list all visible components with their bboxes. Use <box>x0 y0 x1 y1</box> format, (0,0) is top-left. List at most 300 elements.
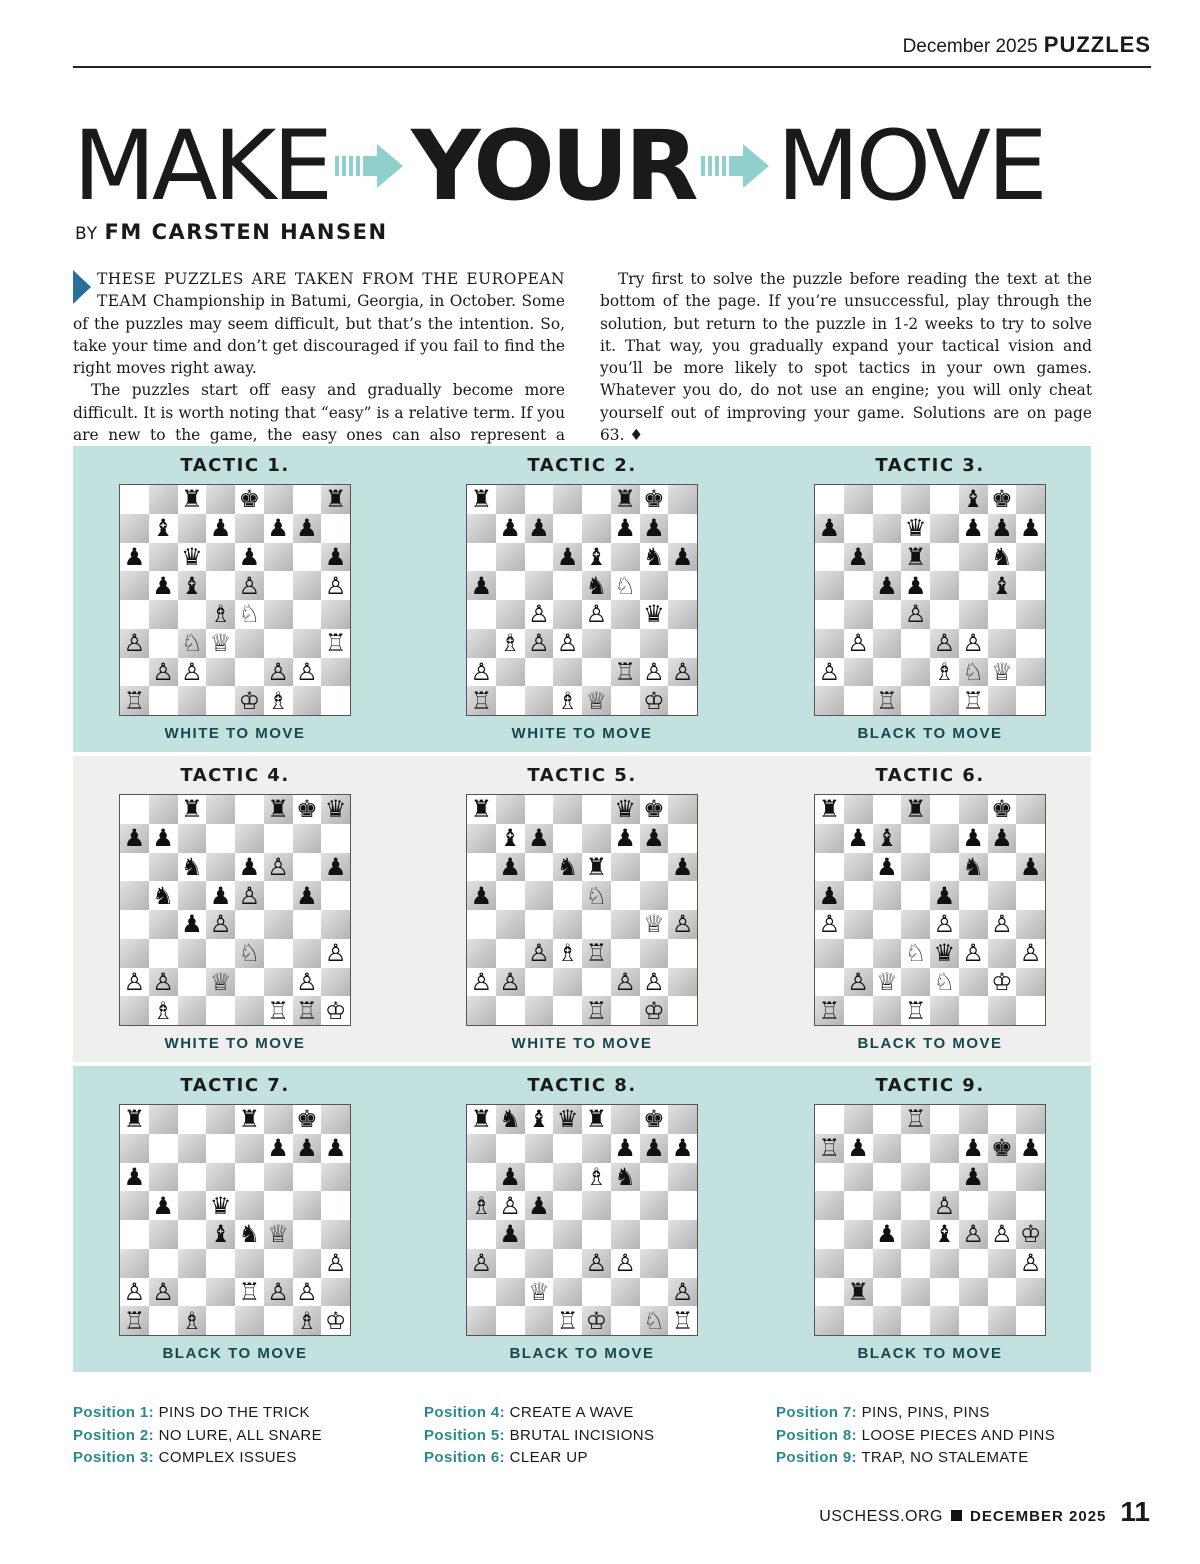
board-square <box>235 1134 264 1163</box>
board-square <box>640 939 669 968</box>
board-square <box>206 571 235 600</box>
board-square <box>668 1220 697 1249</box>
board-square <box>206 543 235 572</box>
black-bishop-icon: ♝ <box>930 1220 959 1249</box>
hint-text: BRUTAL INCISIONS <box>505 1426 655 1444</box>
board-square <box>1016 1191 1045 1220</box>
board-square <box>525 881 554 910</box>
white-rook-icon: ♖ <box>553 1306 582 1335</box>
board-square <box>120 939 149 968</box>
board-square <box>640 1220 669 1249</box>
board-square <box>988 881 1017 910</box>
board-square <box>988 1278 1017 1307</box>
board-square <box>611 1220 640 1249</box>
to-move-label: BLACK TO MOVE <box>857 1345 1003 1362</box>
board-square <box>206 795 235 824</box>
board-square <box>844 795 873 824</box>
board-square <box>815 543 844 572</box>
board-square <box>235 1191 264 1220</box>
puzzle-title: TACTIC 3. <box>875 455 985 476</box>
board-square <box>235 996 264 1025</box>
hint-text: LOOSE PIECES AND PINS <box>857 1426 1056 1444</box>
board-square <box>496 686 525 715</box>
board-square <box>293 600 322 629</box>
black-pawn-icon: ♟ <box>988 824 1017 853</box>
board-square <box>959 1278 988 1307</box>
white-rook-icon: ♖ <box>815 996 844 1025</box>
board-square <box>901 910 930 939</box>
board-square <box>178 1278 207 1307</box>
black-rook-icon: ♜ <box>901 543 930 572</box>
white-rook-icon: ♖ <box>235 1278 264 1307</box>
board-square <box>235 910 264 939</box>
black-knight-icon: ♞ <box>235 1220 264 1249</box>
black-pawn-icon: ♟ <box>611 514 640 543</box>
board-square <box>988 1191 1017 1220</box>
hint-item <box>73 1402 322 1425</box>
black-pawn-icon: ♟ <box>668 1134 697 1163</box>
board-square <box>206 485 235 514</box>
chess-board <box>466 1104 698 1336</box>
triangle-marker-icon <box>73 270 91 304</box>
board-square <box>930 1163 959 1192</box>
board-square <box>149 1249 178 1278</box>
board-square <box>264 1105 293 1134</box>
board-square <box>235 1249 264 1278</box>
page-footer <box>819 1496 1150 1528</box>
board-square <box>611 600 640 629</box>
black-pawn-icon: ♟ <box>264 1134 293 1163</box>
board-square <box>901 658 930 687</box>
board-square <box>668 1191 697 1220</box>
board-square <box>668 571 697 600</box>
white-pawn-icon: ♙ <box>525 629 554 658</box>
board-square <box>873 881 902 910</box>
white-pawn-icon: ♙ <box>640 968 669 997</box>
page-number: 11 <box>1120 1496 1150 1527</box>
board-square <box>988 939 1017 968</box>
white-queen-icon: ♕ <box>582 686 611 715</box>
board-square <box>668 600 697 629</box>
hint-item <box>424 1425 654 1448</box>
board-square <box>844 658 873 687</box>
board-square <box>582 795 611 824</box>
board-square <box>264 824 293 853</box>
board-square <box>815 629 844 658</box>
board-square <box>873 629 902 658</box>
board-square <box>582 629 611 658</box>
board-square <box>178 1249 207 1278</box>
white-king-icon: ♔ <box>640 996 669 1025</box>
board-square <box>321 1278 350 1307</box>
black-pawn-icon: ♟ <box>149 824 178 853</box>
board-square <box>815 1306 844 1335</box>
black-pawn-icon: ♟ <box>553 543 582 572</box>
board-square <box>525 1306 554 1335</box>
board-square <box>235 514 264 543</box>
black-pawn-icon: ♟ <box>1016 514 1045 543</box>
puzzle-card-9 <box>814 1066 1046 1362</box>
black-pawn-icon: ♟ <box>844 824 873 853</box>
byline <box>75 220 388 244</box>
intro-column-right <box>600 268 1092 446</box>
puzzle-card-8 <box>466 1066 698 1362</box>
black-pawn-icon: ♟ <box>873 853 902 882</box>
puzzle-card-4 <box>119 756 351 1052</box>
board-square <box>293 824 322 853</box>
white-queen-icon: ♕ <box>264 1220 293 1249</box>
board-square <box>293 543 322 572</box>
board-square <box>264 571 293 600</box>
board-square <box>901 1249 930 1278</box>
board-square <box>553 881 582 910</box>
board-square <box>321 1220 350 1249</box>
board-square <box>844 1220 873 1249</box>
board-square <box>988 996 1017 1025</box>
board-square <box>1016 968 1045 997</box>
hint-label: Position 4: <box>424 1404 506 1421</box>
board-square <box>1016 1306 1045 1335</box>
board-square <box>264 881 293 910</box>
white-rook-icon: ♖ <box>467 686 496 715</box>
black-queen-icon: ♛ <box>611 795 640 824</box>
board-square <box>149 1105 178 1134</box>
board-square <box>321 1191 350 1220</box>
board-square <box>611 1191 640 1220</box>
board-square <box>467 853 496 882</box>
white-pawn-icon: ♙ <box>668 658 697 687</box>
board-square <box>553 795 582 824</box>
black-rook-icon: ♜ <box>467 485 496 514</box>
chess-board <box>119 1104 351 1336</box>
board-square <box>582 968 611 997</box>
white-bishop-icon: ♗ <box>264 686 293 715</box>
black-pawn-icon: ♟ <box>873 1220 902 1249</box>
board-square <box>611 1105 640 1134</box>
board-square <box>901 686 930 715</box>
board-square <box>293 853 322 882</box>
board-square <box>467 1163 496 1192</box>
black-knight-icon: ♞ <box>959 853 988 882</box>
black-pawn-icon: ♟ <box>815 514 844 543</box>
white-queen-icon: ♕ <box>988 658 1017 687</box>
to-move-label: WHITE TO MOVE <box>164 725 306 742</box>
board-square <box>525 1163 554 1192</box>
intro-p1-text: Championship in Batumi, Georgia, in October. Some of the puzzles may seem difficult, but that’s the intention. So, take your time and don’t get discouraged if you fail to find the right moves right away. <box>73 292 565 378</box>
board-square <box>668 939 697 968</box>
board-square <box>815 968 844 997</box>
black-king-icon: ♚ <box>640 1105 669 1134</box>
white-pawn-icon: ♙ <box>293 658 322 687</box>
black-bishop-icon: ♝ <box>873 824 902 853</box>
white-rook-icon: ♖ <box>959 686 988 715</box>
board-square <box>959 1249 988 1278</box>
white-pawn-icon: ♙ <box>582 1249 611 1278</box>
black-pawn-icon: ♟ <box>120 824 149 853</box>
board-square <box>668 629 697 658</box>
black-king-icon: ♚ <box>293 795 322 824</box>
board-square <box>120 1249 149 1278</box>
board-square <box>959 996 988 1025</box>
board-square <box>611 629 640 658</box>
board-square <box>525 543 554 572</box>
hint-text: COMPLEX ISSUES <box>154 1449 297 1466</box>
board-square <box>496 1249 525 1278</box>
puzzle-card-3 <box>814 446 1046 742</box>
white-king-icon: ♔ <box>1016 1220 1045 1249</box>
black-pawn-icon: ♟ <box>1016 1134 1045 1163</box>
white-pawn-icon: ♙ <box>496 1191 525 1220</box>
hint-label: Position 2: <box>73 1426 155 1444</box>
intro-paragraph-1 <box>73 268 565 379</box>
board-square <box>553 571 582 600</box>
board-square <box>1016 881 1045 910</box>
board-square <box>873 1134 902 1163</box>
white-rook-icon: ♖ <box>815 1134 844 1163</box>
board-square <box>901 1306 930 1335</box>
black-pawn-icon: ♟ <box>525 1191 554 1220</box>
board-square <box>988 1306 1017 1335</box>
board-square <box>206 824 235 853</box>
board-square <box>640 881 669 910</box>
board-square <box>206 658 235 687</box>
white-rook-icon: ♖ <box>264 996 293 1025</box>
board-square <box>1016 658 1045 687</box>
white-rook-icon: ♖ <box>321 629 350 658</box>
board-square <box>178 1191 207 1220</box>
black-rook-icon: ♜ <box>582 853 611 882</box>
board-square <box>178 968 207 997</box>
white-pawn-icon: ♙ <box>321 571 350 600</box>
board-square <box>293 939 322 968</box>
white-rook-icon: ♖ <box>873 686 902 715</box>
board-square <box>901 968 930 997</box>
black-rook-icon: ♜ <box>120 1105 149 1134</box>
title-word-make: MAKE <box>73 110 330 222</box>
board-square <box>873 996 902 1025</box>
white-bishop-icon: ♗ <box>582 1163 611 1192</box>
board-square <box>844 571 873 600</box>
black-knight-icon: ♞ <box>553 853 582 882</box>
board-square <box>611 853 640 882</box>
board-square <box>120 910 149 939</box>
arrow-right-icon <box>701 141 771 191</box>
black-bishop-icon: ♝ <box>988 571 1017 600</box>
board-square <box>120 1220 149 1249</box>
hint-item <box>424 1447 654 1470</box>
board-square <box>120 853 149 882</box>
board-square <box>930 1306 959 1335</box>
board-square <box>293 1191 322 1220</box>
header-date: December 2025 <box>902 36 1038 57</box>
board-square <box>959 543 988 572</box>
hint-label: Position 3: <box>73 1449 155 1466</box>
board-square <box>1016 1163 1045 1192</box>
board-square <box>873 658 902 687</box>
header-section: PUZZLES <box>1043 32 1151 57</box>
board-square <box>293 910 322 939</box>
board-square <box>496 571 525 600</box>
board-square <box>178 996 207 1025</box>
black-bishop-icon: ♝ <box>525 1105 554 1134</box>
white-pawn-icon: ♙ <box>149 1278 178 1307</box>
board-square <box>815 1220 844 1249</box>
board-square <box>844 686 873 715</box>
white-pawn-icon: ♙ <box>467 968 496 997</box>
board-square <box>525 910 554 939</box>
board-square <box>844 1191 873 1220</box>
black-pawn-icon: ♟ <box>120 1163 149 1192</box>
board-square <box>873 1306 902 1335</box>
to-move-label: BLACK TO MOVE <box>162 1345 308 1362</box>
white-rook-icon: ♖ <box>120 686 149 715</box>
board-square <box>525 968 554 997</box>
black-bishop-icon: ♝ <box>959 485 988 514</box>
board-square <box>901 1163 930 1192</box>
white-pawn-icon: ♙ <box>206 910 235 939</box>
board-square <box>611 686 640 715</box>
board-square <box>206 1278 235 1307</box>
board-square <box>149 795 178 824</box>
black-knight-icon: ♞ <box>611 1163 640 1192</box>
black-king-icon: ♚ <box>293 1105 322 1134</box>
white-pawn-icon: ♙ <box>844 629 873 658</box>
board-square <box>321 824 350 853</box>
black-queen-icon: ♛ <box>930 939 959 968</box>
board-square <box>525 1220 554 1249</box>
board-square <box>293 686 322 715</box>
white-bishop-icon: ♗ <box>149 996 178 1025</box>
board-square <box>611 939 640 968</box>
board-square <box>321 910 350 939</box>
hint-label: Position 1: <box>73 1404 155 1421</box>
board-square <box>149 543 178 572</box>
board-square <box>206 686 235 715</box>
black-queen-icon: ♛ <box>640 600 669 629</box>
board-square <box>206 1249 235 1278</box>
board-square <box>1016 686 1045 715</box>
board-square <box>264 910 293 939</box>
board-square <box>178 824 207 853</box>
board-square <box>1016 600 1045 629</box>
square-bullet-icon <box>951 1510 962 1521</box>
board-square <box>611 1278 640 1307</box>
white-knight-icon: ♘ <box>582 881 611 910</box>
white-pawn-icon: ♙ <box>901 600 930 629</box>
black-pawn-icon: ♟ <box>901 571 930 600</box>
board-square <box>640 1249 669 1278</box>
board-square <box>930 543 959 572</box>
black-pawn-icon: ♟ <box>149 571 178 600</box>
board-square <box>582 824 611 853</box>
board-square <box>553 1220 582 1249</box>
board-square <box>930 996 959 1025</box>
board-square <box>264 1249 293 1278</box>
white-knight-icon: ♘ <box>901 939 930 968</box>
board-square <box>321 600 350 629</box>
white-pawn-icon: ♙ <box>988 910 1017 939</box>
board-square <box>496 881 525 910</box>
board-square <box>264 1306 293 1335</box>
board-square <box>815 600 844 629</box>
black-pawn-icon: ♟ <box>293 1134 322 1163</box>
board-square <box>668 824 697 853</box>
board-square <box>553 600 582 629</box>
header-right <box>903 32 1151 58</box>
puzzle-title: TACTIC 8. <box>527 1075 637 1096</box>
puzzle-row-3 <box>73 1066 1091 1372</box>
white-king-icon: ♔ <box>582 1306 611 1335</box>
board-square <box>178 600 207 629</box>
board-square <box>873 1105 902 1134</box>
board-square <box>640 629 669 658</box>
black-rook-icon: ♜ <box>235 1105 264 1134</box>
board-square <box>844 1249 873 1278</box>
board-square <box>640 853 669 882</box>
board-square <box>668 1249 697 1278</box>
board-square <box>815 939 844 968</box>
board-square <box>206 996 235 1025</box>
board-square <box>553 1191 582 1220</box>
board-square <box>553 514 582 543</box>
board-square <box>264 968 293 997</box>
white-king-icon: ♔ <box>321 996 350 1025</box>
board-square <box>149 1134 178 1163</box>
black-pawn-icon: ♟ <box>496 514 525 543</box>
black-queen-icon: ♛ <box>321 795 350 824</box>
black-rook-icon: ♜ <box>611 485 640 514</box>
white-knight-icon: ♘ <box>178 629 207 658</box>
puzzle-title: TACTIC 4. <box>180 765 290 786</box>
white-rook-icon: ♖ <box>668 1306 697 1335</box>
black-pawn-icon: ♟ <box>264 514 293 543</box>
board-square <box>496 939 525 968</box>
puzzle-card-7 <box>119 1066 351 1362</box>
black-king-icon: ♚ <box>988 1134 1017 1163</box>
intro-column-left <box>73 268 565 469</box>
board-square <box>582 1278 611 1307</box>
board-square <box>178 881 207 910</box>
board-square <box>582 910 611 939</box>
board-square <box>321 514 350 543</box>
white-pawn-icon: ♙ <box>1016 1249 1045 1278</box>
white-pawn-icon: ♙ <box>930 1191 959 1220</box>
white-pawn-icon: ♙ <box>815 910 844 939</box>
board-square <box>293 629 322 658</box>
white-knight-icon: ♘ <box>611 571 640 600</box>
white-pawn-icon: ♙ <box>149 658 178 687</box>
board-square <box>844 1105 873 1134</box>
black-pawn-icon: ♟ <box>959 824 988 853</box>
board-square <box>120 881 149 910</box>
board-square <box>844 853 873 882</box>
board-square <box>901 1220 930 1249</box>
board-square <box>149 1220 178 1249</box>
board-square <box>467 996 496 1025</box>
board-square <box>553 968 582 997</box>
puzzle-card-5 <box>466 756 698 1052</box>
black-pawn-icon: ♟ <box>120 543 149 572</box>
board-square <box>582 485 611 514</box>
white-pawn-icon: ♙ <box>611 1249 640 1278</box>
board-square <box>1016 795 1045 824</box>
black-bishop-icon: ♝ <box>149 514 178 543</box>
black-rook-icon: ♜ <box>901 795 930 824</box>
board-square <box>930 824 959 853</box>
board-square <box>120 1191 149 1220</box>
board-square <box>815 1278 844 1307</box>
black-pawn-icon: ♟ <box>321 1134 350 1163</box>
